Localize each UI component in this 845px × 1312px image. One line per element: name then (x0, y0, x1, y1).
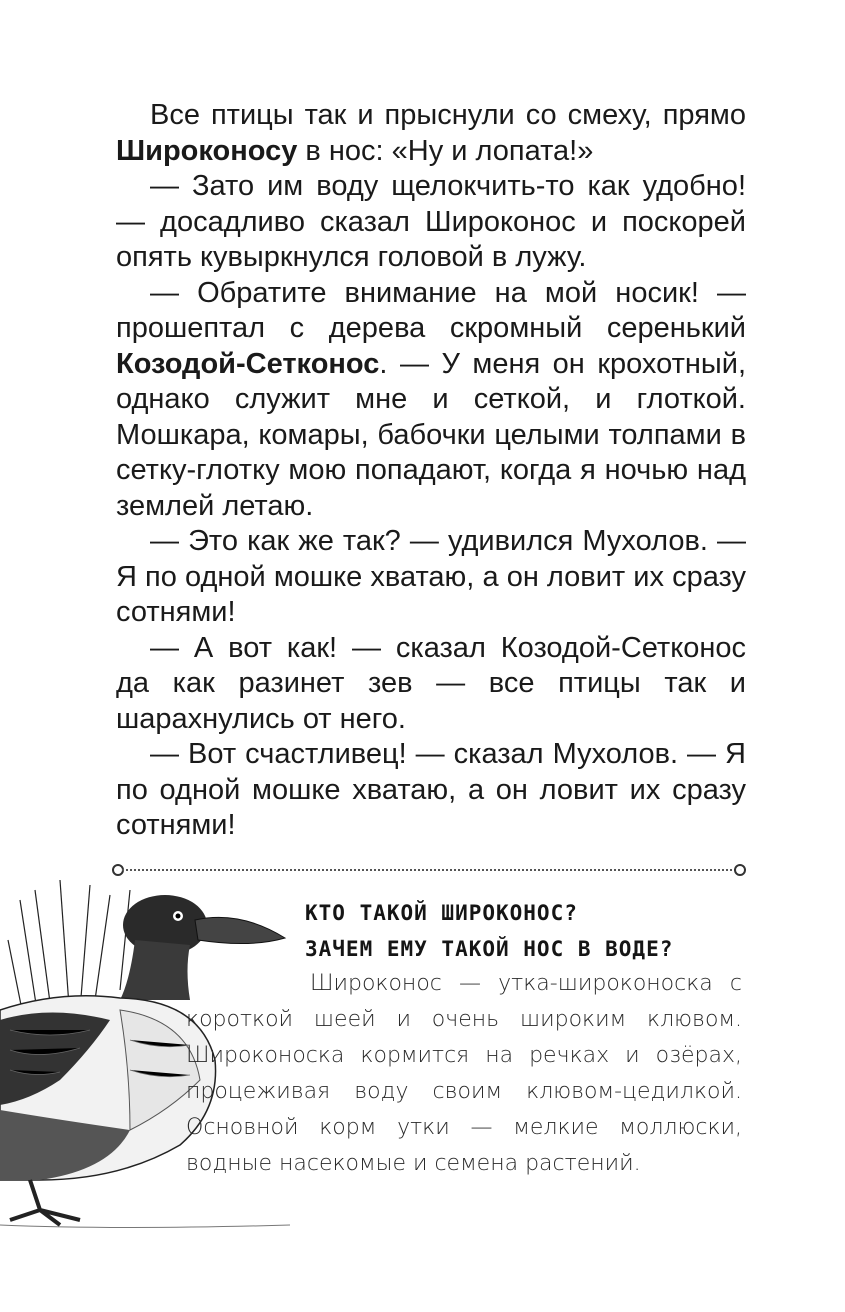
sidebar-answer: Широконос — утка-широконоска с короткой шеей и очень широким клювом. Широконоска кормится на речках и озёрах, процеживая воду своим клювом-цедилкой. Основной корм утки — мелкие моллюски, водные насекомые и семена растений. (186, 971, 742, 1176)
dotted-divider (112, 864, 746, 876)
paragraph-5: — А вот как! — сказал Козодой-Сетконос да как разинет зев — все птицы так и шарахнулись от него. (116, 631, 746, 735)
divider-line (122, 869, 736, 871)
text-run: — Обратите внимание на мой носик! — прошептал с дерева скромный серенький (116, 276, 746, 344)
bold-name-shoveler: Широконосу (116, 134, 298, 167)
paragraph-4: — Это как же так? — удивился Мухолов. — Я по одной мошке хватаю, а он ловит их сразу сотнями! (116, 525, 746, 628)
sidebar-question (305, 895, 745, 967)
paragraph-6: — Вот счастливец! — сказал Мухолов. — Я по одной мошке хватаю, а он ловит их сразу сотнями! (116, 738, 746, 841)
text-run: Все птицы так и прыснули со смеху, прямо (150, 99, 746, 131)
paragraph-2: — Зато им воду щелокчить-то как удобно! — досадливо сказал Широконос и поскорей опять кувыркнулся головой в лужу. (116, 170, 746, 273)
text-run: в нос: «Ну и лопата!» (297, 134, 594, 167)
text-run: . — У меня он крохотный, однако служит мне и сеткой, и глоткой. Мошкара, комары, бабочки целыми толпами в сетку-глотку мою попадают, когда я ночью над землей летаю. (116, 347, 746, 522)
paragraph-3 (116, 276, 746, 525)
story-text (116, 98, 746, 844)
bold-name-nightjar: Козодой-Сетконос (116, 347, 380, 380)
divider-right-dot (734, 864, 746, 876)
question-line-2: ЗАЧЕМ ЕМУ ТАКОЙ НОС В ВОДЕ? (305, 937, 674, 961)
question-line-1: КТО ТАКОЙ ШИРОКОНОС? (305, 901, 578, 925)
paragraph-1 (116, 98, 746, 169)
